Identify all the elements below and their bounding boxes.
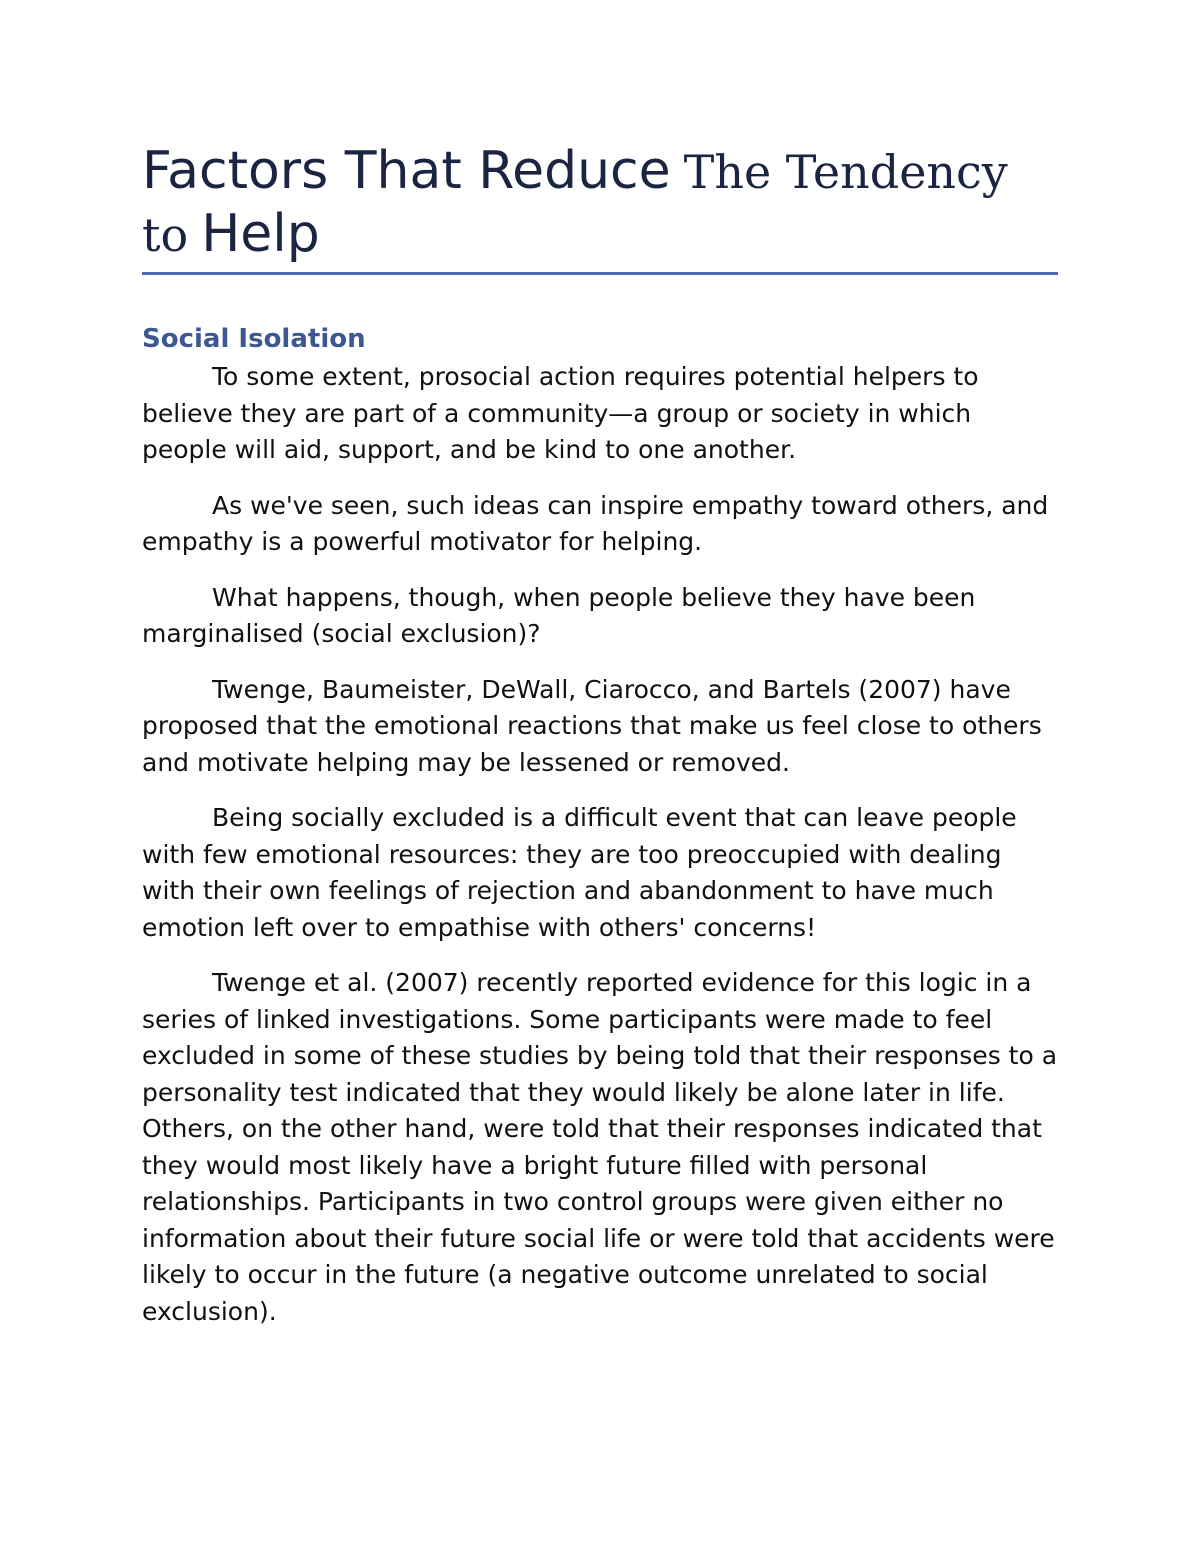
- paragraph: What happens, though, when people believe they have been marginalised (social exclusion)?: [142, 582, 976, 648]
- document-title: [142, 140, 1058, 266]
- title-part-1: Factors That Reduce: [142, 141, 671, 201]
- title-divider: [142, 272, 1058, 275]
- paragraph: Twenge, Baumeister, DeWall, Ciarocco, and Bartels (2007) have proposed that the emotional reactions that make us feel close to others and motivate helping may be lessened or removed.: [142, 674, 1042, 777]
- paragraph: Twenge et al. (2007) recently reported evidence for this logic in a series of linked investigations. Some participants were made to feel excluded in some of these studies by being told that their responses to a personality test indicated that they would likely be alone later in life. Others, on the other hand, were told that their responses indicated that they would most likely have a bright future filled with personal relationships. Participants in two control groups were given either no information about their future social life or were told that accidents were likely to occur in the future (a negative outcome unrelated to social exclusion).: [142, 968, 1058, 1326]
- section-heading: Social Isolation: [142, 324, 366, 354]
- paragraph: To some extent, prosocial action requires potential helpers to believe they are part of a community—a group or society in which people will aid, support, and be kind to one another.: [142, 362, 979, 464]
- title-part-3: to: [142, 208, 189, 262]
- document-page: [142, 140, 1058, 1349]
- paragraph: As we've seen, such ideas can inspire empathy toward others, and empathy is a powerful motivator for helping.: [142, 490, 1049, 556]
- paragraph: Being socially excluded is a difficult event that can leave people with few emotional resources: they are too preoccupied with dealing with their own feelings of rejection and abandonment to have much emotion left over to empathise with others' concerns!: [142, 803, 1017, 942]
- title-part-4: Help: [201, 204, 320, 264]
- title-part-2: The Tendency: [683, 145, 1008, 199]
